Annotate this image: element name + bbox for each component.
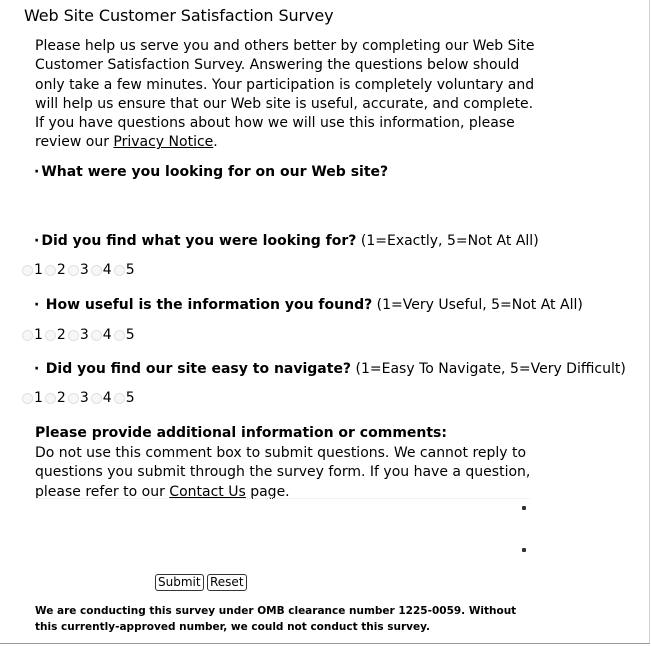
radio-button[interactable] (91, 265, 102, 276)
rating-option[interactable] (22, 390, 43, 406)
radio-button[interactable] (22, 393, 33, 404)
rating-useful (22, 327, 137, 343)
option-label: 3 (79, 262, 89, 278)
privacy-notice-link[interactable]: Privacy Notice (113, 134, 214, 151)
comments-end: page. (245, 483, 290, 500)
reset-button[interactable]: Reset (207, 574, 247, 591)
rating-option[interactable] (45, 390, 66, 406)
comments-textarea[interactable] (36, 498, 530, 561)
looking-for-input[interactable] (38, 188, 342, 212)
option-label: 3 (79, 390, 89, 406)
rating-option[interactable] (68, 327, 89, 343)
question-label: How useful is the information you found? (45, 297, 373, 313)
rating-option[interactable] (22, 262, 43, 278)
option-label: 1 (34, 262, 43, 278)
rating-option[interactable] (114, 262, 135, 278)
question-useful (34, 297, 583, 313)
bullet: · (34, 233, 40, 249)
question-label: What were you looking for on our Web site? (41, 164, 389, 180)
rating-option[interactable] (68, 262, 89, 278)
option-label: 1 (34, 327, 43, 343)
radio-button[interactable] (22, 330, 33, 341)
intro-paragraph (35, 37, 545, 153)
scroll-down-arrow-icon[interactable] (522, 548, 526, 552)
radio-button[interactable] (68, 393, 79, 404)
rating-option[interactable] (114, 327, 135, 343)
radio-button[interactable] (91, 330, 102, 341)
option-label: 3 (79, 327, 89, 343)
rating-found (22, 262, 137, 278)
comments-instructions (35, 444, 555, 502)
question-looking-for (34, 164, 388, 180)
option-label: 4 (102, 262, 112, 278)
intro-end: . (213, 134, 218, 151)
bullet: · (34, 297, 40, 313)
radio-button[interactable] (68, 330, 79, 341)
option-label: 2 (56, 262, 66, 278)
option-label: 5 (125, 327, 135, 343)
rating-option[interactable] (45, 262, 66, 278)
submit-button[interactable]: Submit (155, 574, 204, 591)
comments-heading: Please provide additional information or comments: (35, 425, 447, 441)
rating-option[interactable] (114, 390, 135, 406)
scroll-up-arrow-icon[interactable] (522, 506, 526, 510)
radio-button[interactable] (114, 393, 125, 404)
option-label: 1 (34, 390, 43, 406)
option-label: 2 (56, 390, 66, 406)
rating-option[interactable] (22, 327, 43, 343)
bullet: · (34, 361, 40, 377)
radio-button[interactable] (68, 265, 79, 276)
rating-option[interactable] (68, 390, 89, 406)
comments-text: Do not use this comment box to submit questions. We cannot reply to questions you submit through the survey form. If you have a question, please refer to our (35, 445, 531, 500)
radio-button[interactable] (114, 330, 125, 341)
question-hint: (1=Easy To Navigate, 5=Very Difficult) (355, 361, 626, 377)
rating-option[interactable] (45, 327, 66, 343)
omb-clearance-note: We are conducting this survey under OMB clearance number 1225-0059. Without this currently-approved number, we could not conduct this survey. (35, 605, 517, 633)
bullet: · (34, 164, 40, 180)
radio-button[interactable] (22, 265, 33, 276)
rating-option[interactable] (91, 262, 112, 278)
option-label: 5 (125, 262, 135, 278)
radio-button[interactable] (45, 265, 56, 276)
question-found (34, 233, 539, 249)
option-label: 2 (56, 327, 66, 343)
radio-button[interactable] (91, 393, 102, 404)
rating-navigate (22, 390, 137, 406)
rating-option[interactable] (91, 390, 112, 406)
option-label: 4 (102, 327, 112, 343)
question-navigate (34, 361, 626, 377)
rating-option[interactable] (91, 327, 112, 343)
radio-button[interactable] (45, 330, 56, 341)
contact-us-link[interactable]: Contact Us (169, 483, 246, 500)
question-label: Did you find our site easy to navigate? (45, 361, 352, 377)
question-label: Did you find what you were looking for? (41, 233, 357, 249)
question-hint: (1=Exactly, 5=Not At All) (360, 233, 539, 249)
option-label: 5 (125, 390, 135, 406)
page-title: Web Site Customer Satisfaction Survey (24, 6, 334, 25)
radio-button[interactable] (114, 265, 125, 276)
option-label: 4 (102, 390, 112, 406)
radio-button[interactable] (45, 393, 56, 404)
intro-text: Please help us serve you and others better by completing our Web Site Customer Satisfaction Survey. Answering the questions below should only take a few minutes. Your participation is completely voluntary and will help us ensure that our Web site is useful, accurate, and complete. If you have questions about how we will use this information, please review our (35, 38, 535, 151)
question-hint: (1=Very Useful, 5=Not At All) (376, 297, 583, 313)
